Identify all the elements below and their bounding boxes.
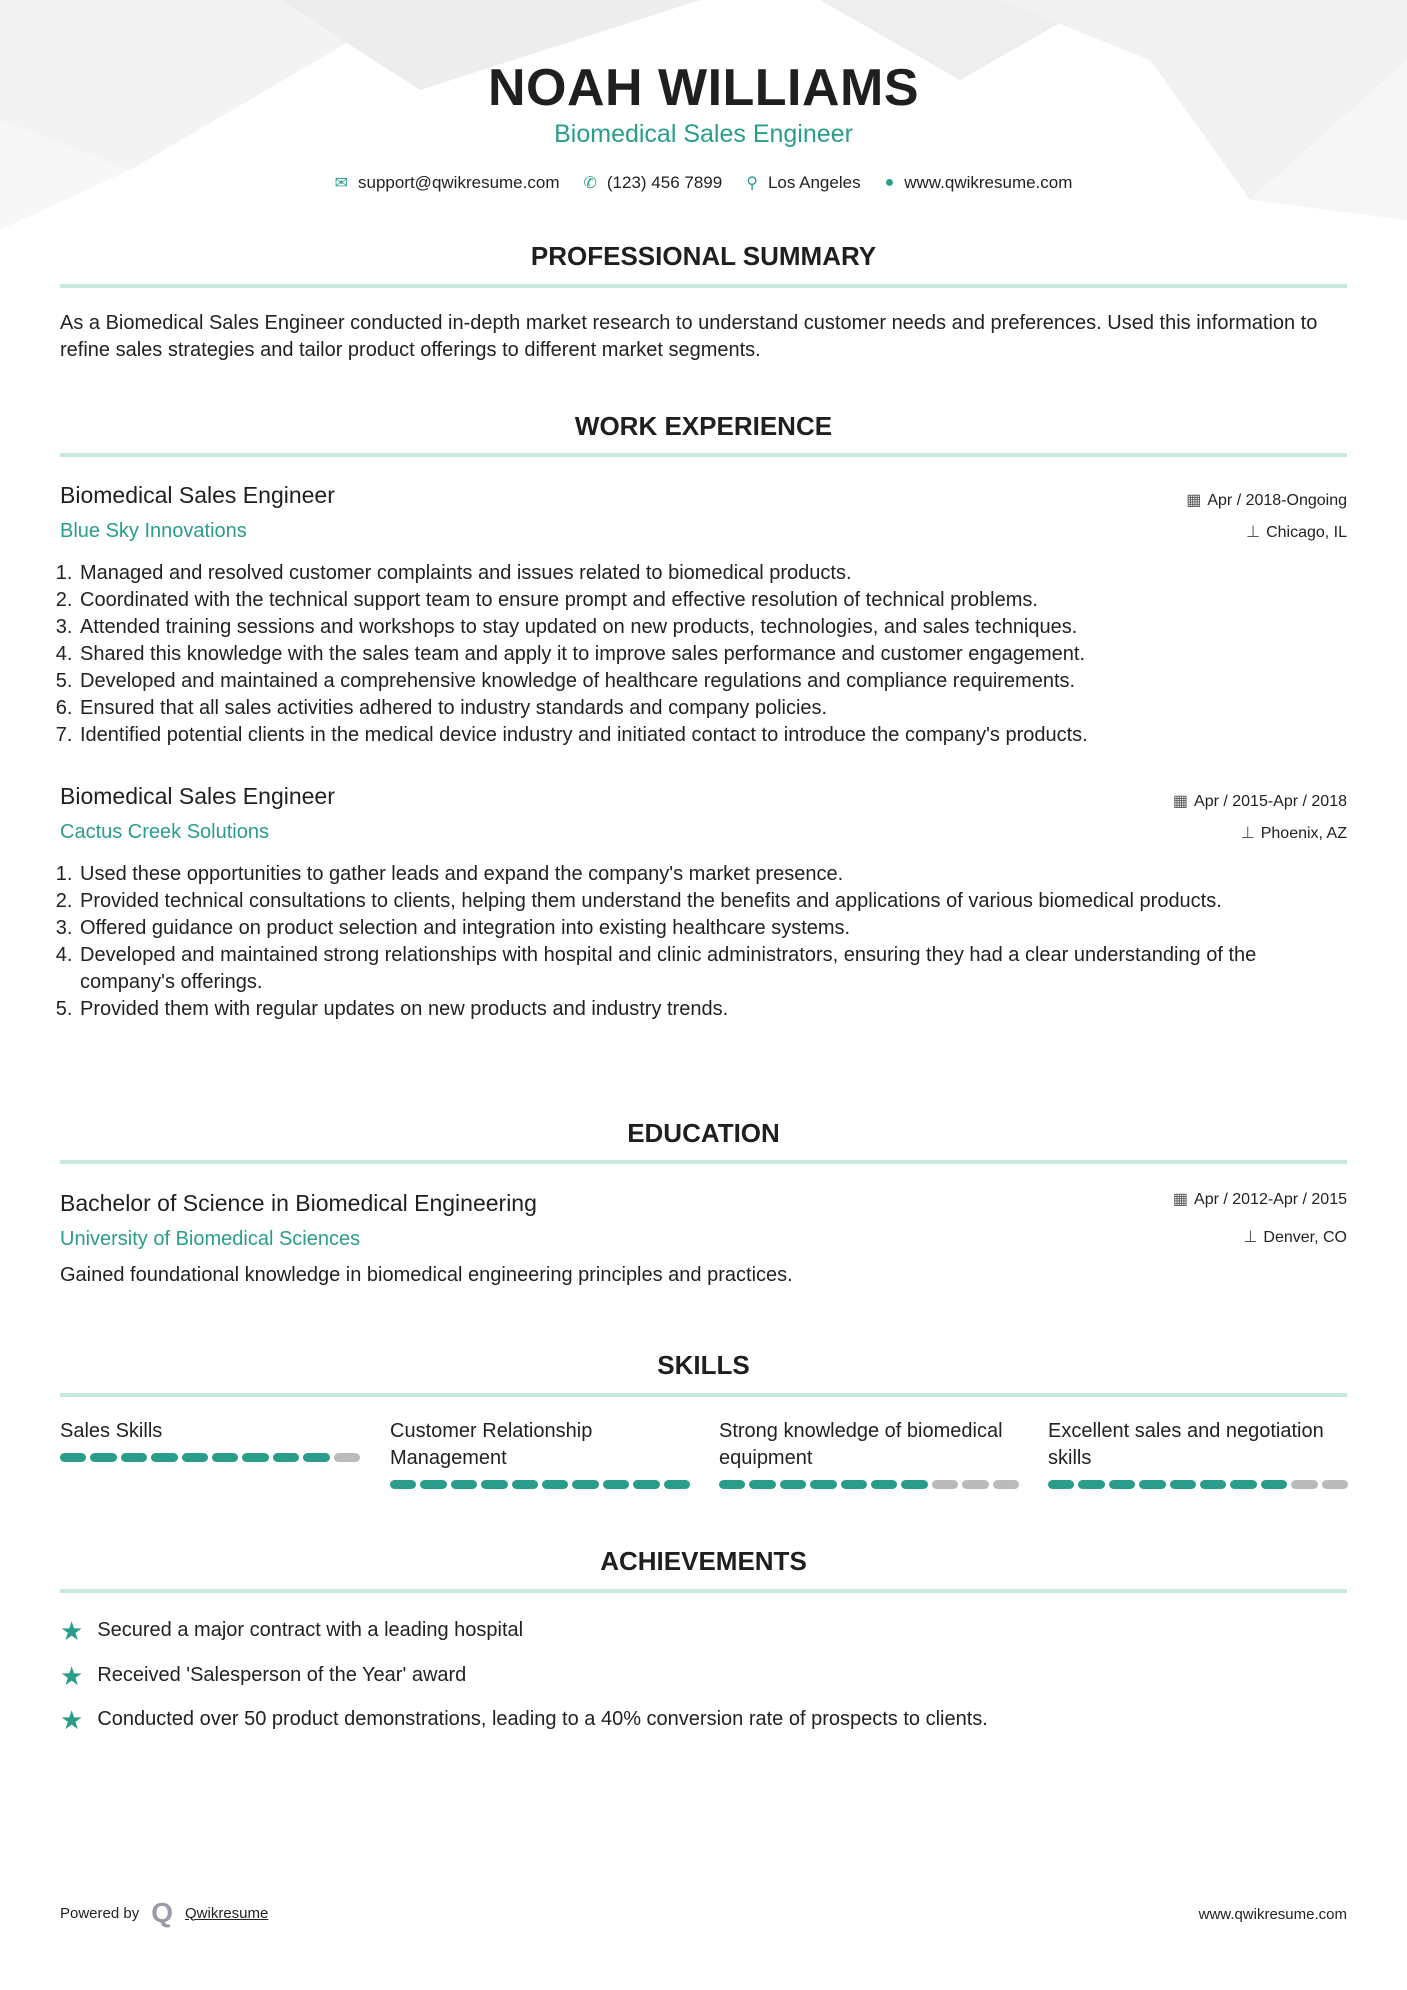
- contact-bar: [0, 173, 1407, 193]
- date-text: Apr / 2015-Apr / 2018: [1194, 793, 1347, 810]
- company-name: Cactus Creek Solutions: [60, 821, 269, 843]
- skill-level-segment: [121, 1453, 147, 1462]
- phone: (123) 456 7899: [606, 173, 723, 192]
- skill-level-segment: [1322, 1480, 1348, 1489]
- skill-level-segment: [871, 1480, 897, 1489]
- location-text: Chicago, IL: [1266, 524, 1347, 541]
- star-icon: ★: [60, 1615, 84, 1646]
- email-icon: ✉: [334, 175, 348, 192]
- job-date: [1173, 791, 1347, 811]
- divider: [60, 1393, 1347, 1397]
- skill-level-segment: [664, 1480, 690, 1489]
- job-title: Biomedical Sales Engineer: [60, 482, 335, 508]
- skill-level-segment: [212, 1453, 238, 1462]
- job-location: [1241, 823, 1347, 843]
- list-item: 2. Provided technical consultations to clients, helping them understand the benefits and applications of various biomedical products.: [78, 888, 1350, 915]
- globe-icon: ●: [884, 174, 895, 191]
- candidate-title: Biomedical Sales Engineer: [554, 120, 853, 148]
- skill-name: Strong knowledge of biomedical equipment: [719, 1420, 1003, 1469]
- candidate-name: NOAH WILLIAMS: [487, 59, 920, 117]
- section-heading-achievements: ACHIEVEMENTS: [600, 1546, 807, 1576]
- skill-level-bar: [60, 1453, 360, 1462]
- date-text: Apr / 2018-Ongoing: [1207, 492, 1347, 509]
- list-item: 1. Managed and resolved customer complaints and issues related to biomedical products.: [78, 560, 1350, 587]
- skill-level-segment: [993, 1480, 1019, 1489]
- divider: [60, 1160, 1347, 1164]
- list-item: 2. Coordinated with the technical support team to ensure prompt and effective resolution of technical problems.: [78, 587, 1350, 614]
- skill-level-segment: [1139, 1480, 1165, 1489]
- qwikresume-logo-icon: Q: [151, 1897, 173, 1928]
- skill-level-segment: [572, 1480, 598, 1489]
- degree: Bachelor of Science in Biomedical Engineering: [60, 1190, 537, 1216]
- location-text: Phoenix, AZ: [1260, 825, 1347, 842]
- date-text: Apr / 2012-Apr / 2015: [1194, 1191, 1347, 1208]
- achievement-item: [60, 1660, 467, 1691]
- skill-level-bar: [719, 1480, 1019, 1489]
- skill-level-segment: [242, 1453, 268, 1462]
- skill-item: [1048, 1418, 1348, 1489]
- skill-level-segment: [273, 1453, 299, 1462]
- skill-item: [390, 1418, 690, 1489]
- skill-level-segment: [60, 1453, 86, 1462]
- section-heading-education: EDUCATION: [627, 1118, 780, 1148]
- skill-level-segment: [303, 1453, 329, 1462]
- phone-icon: ✆: [583, 175, 597, 192]
- footer-powered: [60, 1897, 269, 1928]
- skill-level-segment: [1200, 1480, 1226, 1489]
- pin-icon: ⊥: [1246, 524, 1261, 541]
- calendar-icon: ▦: [1172, 1191, 1189, 1208]
- education-date: [1173, 1189, 1347, 1209]
- list-item: 4. Shared this knowledge with the sales team and apply it to improve sales performance and customer engagement.: [78, 641, 1350, 668]
- list-item: 4. Developed and maintained strong relationships with hospital and clinic administrators, ensuring they had a clear understanding of the company's offerings.: [78, 942, 1350, 996]
- divider: [60, 453, 1347, 457]
- list-item: 3. Attended training sessions and workshops to stay updated on new products, technologies, and sales techniques.: [78, 614, 1350, 641]
- skill-level-segment: [90, 1453, 116, 1462]
- skill-level-segment: [1048, 1480, 1074, 1489]
- skill-level-segment: [719, 1480, 745, 1489]
- section-heading-skills: SKILLS: [657, 1350, 750, 1380]
- company-name: Blue Sky Innovations: [60, 520, 247, 542]
- education-location: [1243, 1227, 1347, 1247]
- skill-level-segment: [1170, 1480, 1196, 1489]
- skill-level-segment: [420, 1480, 446, 1489]
- skill-level-bar: [390, 1480, 690, 1489]
- achievement-text: Secured a major contract with a leading hospital: [97, 1619, 524, 1641]
- achievement-item: [60, 1704, 988, 1735]
- skill-level-segment: [633, 1480, 659, 1489]
- school-name: University of Biomedical Sciences: [60, 1228, 361, 1250]
- list-item: 7. Identified potential clients in the medical device industry and initiated contact to introduce the company's products.: [78, 722, 1350, 749]
- footer-website[interactable]: www.qwikresume.com: [1198, 1906, 1347, 1923]
- skill-name: Excellent sales and negotiation skills: [1048, 1420, 1324, 1469]
- skill-level-segment: [749, 1480, 775, 1489]
- location: Los Angeles: [767, 173, 861, 192]
- section-heading-work: WORK EXPERIENCE: [574, 411, 833, 441]
- brand-link[interactable]: Qwikresume: [185, 1904, 269, 1922]
- job-location: [1246, 522, 1347, 542]
- skill-level-segment: [512, 1480, 538, 1489]
- skill-name: Customer Relationship Management: [390, 1420, 593, 1469]
- job-title: Biomedical Sales Engineer: [60, 783, 335, 809]
- skill-level-segment: [542, 1480, 568, 1489]
- list-item: 1. Used these opportunities to gather leads and expand the company's market presence.: [78, 861, 1350, 888]
- location-pin-icon: ⚲: [746, 175, 758, 192]
- skill-level-segment: [1261, 1480, 1287, 1489]
- skill-level-segment: [962, 1480, 988, 1489]
- skill-level-segment: [780, 1480, 806, 1489]
- skill-level-segment: [451, 1480, 477, 1489]
- skill-level-segment: [182, 1453, 208, 1462]
- achievement-text: Received 'Salesperson of the Year' award: [97, 1664, 467, 1686]
- star-icon: ★: [60, 1704, 84, 1735]
- skill-level-segment: [1078, 1480, 1104, 1489]
- education-description: Gained foundational knowledge in biomedical engineering principles and practices.: [60, 1264, 793, 1286]
- calendar-icon: ▦: [1172, 793, 1189, 810]
- skill-level-segment: [810, 1480, 836, 1489]
- skill-level-segment: [1291, 1480, 1317, 1489]
- list-item: 5. Developed and maintained a comprehensive knowledge of healthcare regulations and compliance requirements.: [78, 668, 1350, 695]
- achievement-text: Conducted over 50 product demonstrations, leading to a 40% conversion rate of prospects to clients.: [97, 1708, 988, 1730]
- skill-level-segment: [1109, 1480, 1135, 1489]
- job-duties-list: [60, 560, 1350, 749]
- divider: [60, 1589, 1347, 1593]
- skill-level-bar: [1048, 1480, 1348, 1489]
- email[interactable]: support@qwikresume.com: [357, 173, 560, 192]
- location-text: Denver, CO: [1263, 1229, 1347, 1246]
- powered-by-label: Powered by: [60, 1904, 140, 1922]
- list-item: 3. Offered guidance on product selection and integration into existing healthcare systems.: [78, 915, 1350, 942]
- pin-icon: ⊥: [1243, 1229, 1258, 1246]
- job-date: [1186, 490, 1347, 510]
- skill-level-segment: [841, 1480, 867, 1489]
- list-item: 6. Ensured that all sales activities adhered to industry standards and company policies.: [78, 695, 1350, 722]
- skill-level-segment: [334, 1453, 360, 1462]
- pin-icon: ⊥: [1240, 825, 1255, 842]
- skill-item: [719, 1418, 1019, 1489]
- skill-level-segment: [390, 1480, 416, 1489]
- skill-level-segment: [481, 1480, 507, 1489]
- list-item: 5. Provided them with regular updates on new products and industry trends.: [78, 996, 1350, 1023]
- skill-item: [60, 1418, 360, 1462]
- skill-level-segment: [901, 1480, 927, 1489]
- star-icon: ★: [60, 1660, 84, 1691]
- achievement-item: [60, 1615, 524, 1646]
- calendar-icon: ▦: [1186, 492, 1202, 509]
- section-heading-summary: PROFESSIONAL SUMMARY: [530, 241, 877, 271]
- job-duties-list: [60, 861, 1350, 1023]
- website[interactable]: www.qwikresume.com: [904, 173, 1073, 192]
- skill-level-segment: [932, 1480, 958, 1489]
- skill-name: Sales Skills: [60, 1420, 163, 1442]
- skill-level-segment: [1230, 1480, 1256, 1489]
- summary-text: As a Biomedical Sales Engineer conducted in-depth market research to understand customer needs and preferences. Used this information to refine sales strategies and tailor product offerings to different market segments.: [60, 312, 1318, 361]
- divider: [60, 284, 1347, 288]
- skill-level-segment: [151, 1453, 177, 1462]
- skill-level-segment: [603, 1480, 629, 1489]
